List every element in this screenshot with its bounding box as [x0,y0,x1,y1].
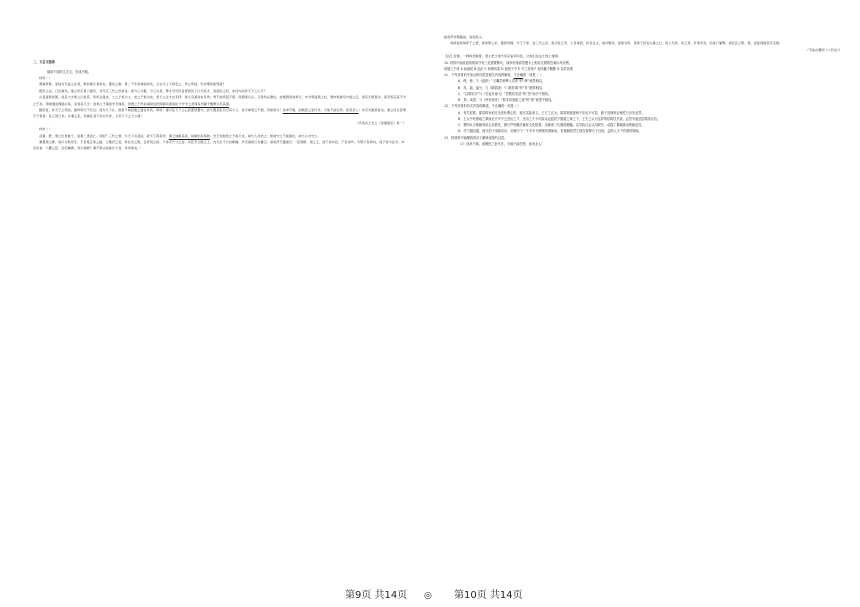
question-11-end: 的一项是（ ） [522,73,543,78]
circle-mark-icon: ◎ [424,591,432,601]
question-12-option-b: B．士人中有愚顽之辈而农夫中不乏杰出之才，杰出之才不可能永远屈居于愚顽之辈之下，王夫之认为这样的结构性矛盾，必然引起底层精英反抗。 [458,116,661,121]
question-11-emphasis: 不正确 [513,73,523,78]
paragraph-2: 郡县之法，已在秦先。秦之所灭者六国耳，非尽灭三代之所封也。则分之为郡，分之为县，俾才可长民者皆居民上以尽其才，而治民之纪，亦何为而非天下之公乎？ [39,88,267,93]
question-12-option-c: C．曹冏认为秦朝弃用礼乐教化，推行严刑峻法破坏文化根基，未继承三代制度精髓。这导致社会认同缺失，动摇了秦朝统治的稳定性。 [458,123,645,128]
material2-label: 材料二： [39,127,52,132]
question-13: 13．把材料中画横线的句子翻译成现代汉语。 [444,135,508,140]
question-13-part-1: （1）选举不慎，而贼民之吏代作，天地不能任势，而况圣人！ [458,142,545,147]
question-12-option-d: D．淳于越以殷、周分封子弟和功臣，治理天下一千多年为例规劝秦始皇，若秦朝的君王独自管理天下百姓，会陷入天下有难的境地。 [458,129,642,134]
paragraph-7: 向使始皇纳淳于之策，抑李斯之论，割裂州国，分王子弟，封三代之后，报功臣之劳。士有常君，民有定主，枝叶相扶，首尾为用，虽使子孙有失道之行，时人无汤、武之贤，奸谋未发，而身已屠戮。何区区之陈、项，而复得措其手足哉！ [450,41,783,46]
page-number-left: 第9页 共14页 [345,590,408,601]
paragraph-3-text: 古者诸侯世国，而后大夫缘之以世官，势所必滥也。士之子恒为士，农之子恒为农，而天之生才也无择，则士有顽而农有秀；秀不能终屈于顽，而相乘以兴，又势所必激也。封建毁而选举行，守令席诸侯之权，刺史牧督司方伯之任，虽有元德显功，而无所庇其不令之子孙，势相激而理随以易，意者其天乎！选举之不慎而守令残民， [33,95,406,106]
paragraph-1: 两端争胜，而徒为无益之论者，辨封建①者是也。郡县之制，垂二千年而弗能改矣，合古今上下皆安之，势之所趋，岂非理而能然哉？ [39,82,226,87]
question-10-text: 世德之不终 A 而诸侯 B 乱纪 C 两俱有害 D 而民于守 E 令之贪残 F 有所藉于黜陟 G 以苏其困 [444,66,573,71]
question-11-option-c: C．“以弱见夺”与《孔雀东南飞》“君既若见录”的“见”用法不相同。 [458,91,552,96]
paragraph-5-text-b: 。先王知独治之不能久也，故与人共治之；知独守之不能固也，故与人共守之。 [209,133,321,138]
paragraph-3 [33,94,406,107]
question-11-option-a: A．俾，使，与《促织》“又嘱学使俾入邑庠”的“俾”意思相同。 [458,79,545,84]
question-12-option-a: A．有关封建、郡县的争论完全是杜费心机，毫无实际意义。王夫之认为，郡县制延续两千年也不可逆，源于其深刻合理性与历史必然。 [458,110,645,115]
right-page [430,0,860,607]
paragraph-4-text-b: ！未可为郡县咎也。秦之所以获罪于万世者，私己而已矣。斥秦之私，而欲私其子孙以长存，又岂天下之大公哉！ [33,107,406,119]
question-11-option-d: D．抑，或者，与《伶官传序》“抑本其成败之迹”的“抑”意思不相同。 [458,98,555,103]
source-2: （节选自曹冏《六代论》） [805,47,842,52]
paragraph-4-text-a: 郡县者，非天子之利也，国祚所以不长也；而为天下计，则害不如封建之滥也多矣。呜呼！秦以私天下之心而罢侯置守，而天假其私以行其大公，存乎神者之不测，有如是夫！ [39,107,283,112]
paragraph-4 [33,107,406,120]
source-1: （节选自王夫之《读通鉴论》卷一） [355,120,406,125]
annotation-note: 【注】封建，一种政治制度，君主把土地分给宗室和功臣，让他们在这土地上建国。 [444,54,562,59]
paragraph-6: 秦观周之弊，将以为弱见夺，于是废五等之爵，立郡县之官，弃礼乐之教，任苛刻之政。子弟无尺寸之封，功臣无立锥之土。内无宗子以自毗辅，外无诸侯以为蕃卫。是时淳于越谏曰：“臣闻殷、周之王，封子弟功臣，千有余岁。今陛下有海内，而子弟为匹夫。卒有田常、六卿之臣，而无辅弼，何以相救？事不师古而能长久者，非所闻也。” [33,139,405,151]
material1-label: 材料一： [39,76,52,80]
question-11-option-b: B．祚，福，福分，与《陈情表》“门衰祚薄”的“祚”意思相同。 [458,85,545,90]
question-12: 12．下列对材料有关内容的概述，不正确的一项是（ ） [444,104,521,109]
paragraph-3-end: 。 [229,101,233,106]
underlined-sentence-1: 选举不慎，而贼民之吏代作，天地不能任势，而况圣人 [282,107,359,112]
question-11-stem: 11．下列对材料中加点的词语及相关内容的解说， [444,73,514,78]
underlined-sentence-2: 秦王独制其民，故倾危而莫救 [168,133,210,138]
page-number-right: 第10页 共14页 [454,590,523,601]
wavy-underlined-sentence: 世德之不终而诸侯乱纪两俱有害而民于守令之贪残有所藉于黜陟以苏其困 [127,101,230,106]
instruction: 阅读下面的文言文，完成小题。 [47,69,91,74]
paragraph-6-continued: 始皇听李斯偏说，而绌其义。 [444,35,486,39]
question-10: 10. 材料中画波浪线的部分有三处需要断句，请用铅笔将答题卡上相应位置的答案标号涂黑。 [444,60,572,65]
section-title: 二、文言文阅读 [33,60,55,64]
paragraph-5-text-a: 昔夏、殷、周之历世数十，而秦二世而亡。何则？三代之君，与天下共其民，故天下同其忧； [39,133,169,138]
